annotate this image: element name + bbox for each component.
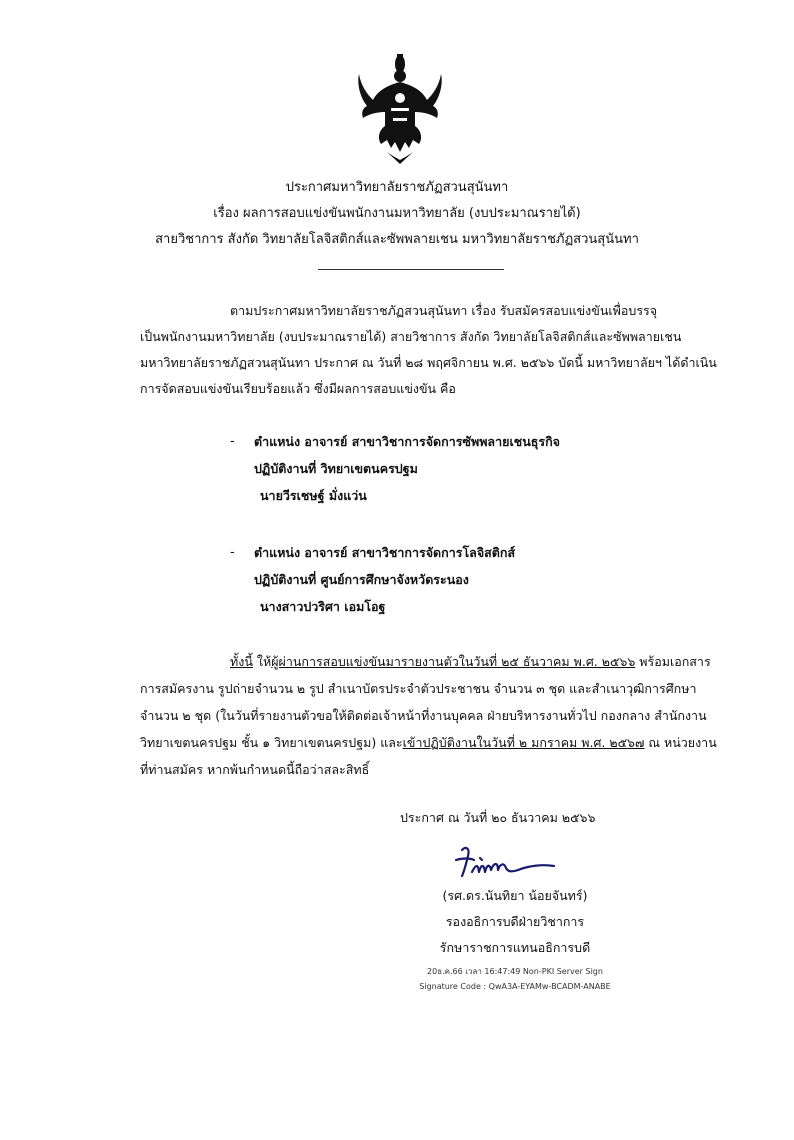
instructions-line-4: วิทยาเขตนครปฐม ชั้น ๑ วิทยาเขตนครปฐม) และเข้าปฏิบัติงานในวันที่ ๒ มกราคม พ.ศ. ๒๕๖๗ ณ หน่วยงาน	[140, 735, 717, 750]
result-name: นายวีรเชษฐ์ มั่งแว่น	[260, 488, 367, 503]
result-name: นางสาวปวริศา เอมโอฐ	[260, 599, 386, 614]
intro-line-3: มหาวิทยาลัยราชภัฏสวนสุนันทา ประกาศ ณ วันที่ ๒๘ พฤศจิกายน พ.ศ. ๒๕๖๖ บัดนี้ มหาวิทยาลัยฯ ได้ดำเนิน	[140, 355, 717, 370]
signature-icon	[452, 842, 562, 882]
instructions-line-5: ที่ท่านสมัคร หากพ้นกำหนดนี้ถือว่าสละสิทธิ์	[140, 762, 370, 777]
report-date-underline: ผู้ผ่านการสอบแข่งขันมารายงานตัวในวันที่ ๒๕ ธันวาคม พ.ศ. ๒๕๖๖	[271, 654, 636, 669]
signatory-acting-title: รักษาราชการแทนอธิการบดี	[439, 940, 591, 955]
result-bullet: -	[230, 545, 235, 560]
result-location: ปฏิบัติงานที่ ศูนย์การศึกษาจังหวัดระนอง	[254, 572, 469, 587]
instructions-line-1: ทั้งนี้ ให้ผู้ผ่านการสอบแข่งขันมารายงานตัวในวันที่ ๒๕ ธันวาคม พ.ศ. ๒๕๖๖ พร้อมเอกสาร	[230, 654, 711, 669]
announcement-date: ประกาศ ณ วันที่ ๒๐ ธันวาคม ๒๕๖๖	[400, 810, 596, 825]
result-location: ปฏิบัติงานที่ วิทยาเขตนครปฐม	[254, 461, 418, 476]
result-bullet: -	[230, 434, 235, 449]
result-position: ตำแหน่ง อาจารย์ สาขาวิชาการจัดการโลจิสติกส์	[254, 545, 516, 560]
esign-code: Signature Code : QwA3A-EYAMw-BCADM-ANABE	[419, 982, 611, 991]
intro-line-1: ตามประกาศมหาวิทยาลัยราชภัฏสวนสุนันทา เรื่อง รับสมัครสอบแข่งขันเพื่อบรรจุ	[230, 303, 658, 318]
intro-line-2: เป็นพนักงานมหาวิทยาลัย (งบประมาณรายได้) สายวิชาการ สังกัด วิทยาลัยโลจิสติกส์และซัพพลายเชน	[140, 329, 682, 344]
announcement-subject: เรื่อง ผลการสอบแข่งขันพนักงานมหาวิทยาลัย (งบประมาณรายได้)	[213, 206, 581, 221]
signatory-title: รองอธิการบดีฝ่ายวิชาการ	[445, 914, 585, 929]
announcement-org: ประกาศมหาวิทยาลัยราชภัฏสวนสุนันทา	[285, 180, 509, 195]
esign-timestamp: 20ธ.ค.66 เวลา 16:47:49 Non-PKI Server Sign	[427, 967, 603, 976]
instructions-line-2: การสมัครงาน รูปถ่ายจำนวน ๒ รูป สำเนาบัตรประจำตัวประชาชน จำนวน ๓ ชุด และสำเนาวุฒิการศึกษา	[140, 681, 697, 696]
result-position: ตำแหน่ง อาจารย์ สาขาวิชาการจัดการซัพพลายเชนธุรกิจ	[254, 434, 560, 449]
intro-line-4: การจัดสอบแข่งขันเรียบร้อยแล้ว ซึ่งมีผลการสอบแข่งขัน คือ	[140, 381, 456, 396]
announcement-department: สายวิชาการ สังกัด วิทยาลัยโลจิสติกส์และซัพพลายเชน มหาวิทยาลัยราชภัฏสวนสุนันทา	[155, 232, 639, 247]
start-date-underline: เข้าปฏิบัติงานในวันที่ ๒ มกราคม พ.ศ. ๒๕๖๗	[402, 735, 645, 750]
garuda-emblem-icon	[355, 52, 445, 164]
instructions-line-3: จำนวน ๒ ชุด (ในวันที่รายงานตัวขอให้ติดต่อเจ้าหน้าที่งานบุคคล ฝ่ายบริหารงานทั่วไป กองกลาง สำนักงาน	[140, 708, 707, 723]
header-divider	[318, 269, 504, 270]
signatory-name: (รศ.ดร.นันทิยา น้อยจันทร์)	[442, 888, 588, 903]
instructions-underline: ทั้งนี้	[230, 654, 253, 669]
